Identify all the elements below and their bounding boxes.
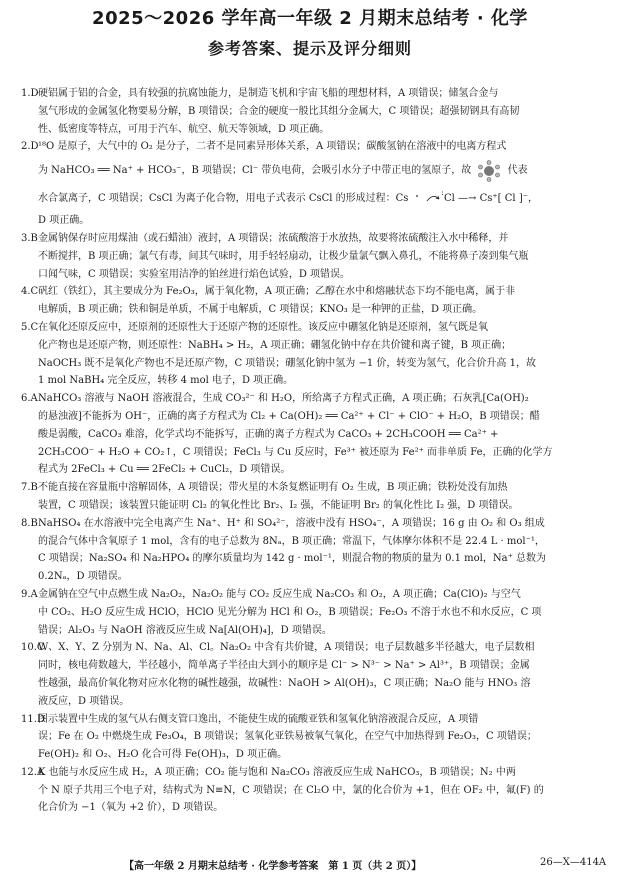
answer-line: 性、低密度等特点，可用于汽车、航空、航天等领域，D 项正确。 [38, 123, 330, 135]
answer-line: 金属钠在空气中点燃生成 Na₂O₂，Na₂O₂ 能与 CO₂ 反应生成 Na₂CO₃ 和 O₂，A 项正确；Ca(ClO)₂ 与空气 [38, 588, 521, 600]
answer-line: 酸是弱酸，CaCO₃ 难溶，化学式均不能拆写，正确的离子方程式为 CaCO₃ + 2CH₃COOH ══ Ca²⁺ + [38, 428, 499, 440]
answer-line [38, 156, 601, 186]
answer-item-12 [21, 764, 601, 817]
answer-line: W、X、Y、Z 分别为 N、Na、Al、Cl。Na₂O₂ 中含有共价键，A 项错误；电子层数越多半径越大，电子层数相 [38, 642, 535, 654]
answer-line: 硬铝属于铝的合金，具有较强的抗腐蚀能力，是制造飞机和宇宙飞船的理想材料，A 项错误；储氢合金与 [38, 88, 499, 99]
answer-line [38, 186, 601, 212]
footer-page-label: 【高一年级 2 月期末总结考 · 化学参考答案 第 1 页（共 2 页）】 [124, 861, 422, 872]
answer-line: NaHSO₄ 在水溶液中完全电离产生 Na⁺、H⁺ 和 SO₄²⁻，溶液中没有 HSO₄⁻，A 项错误；16 g 由 O₂ 和 O₃ 组成 [38, 517, 545, 529]
answer-number: 10.C [21, 642, 45, 654]
answer-line: 中 CO₂、H₂O 反应生成 HClO，HClO 见光分解为 HCl 和 O₂，B 项错误；Fe₂O₃ 不溶于水也不和水反应，C 项 [38, 606, 542, 618]
answer-number: 2.D [21, 141, 39, 153]
footer-exam-code: 26—X—414A [540, 857, 607, 868]
answer-number: 9.A [21, 588, 38, 600]
answer-line: Fe(OH)₂ 和 O₂、H₂O 化合可得 Fe(OH)₃，D 项正确。 [38, 749, 288, 761]
answer-line: 口闻气味，C 项错误；实验室用洁净的铂丝进行焰色试验，D 项错误。 [38, 268, 351, 280]
answer-number: 12.A [21, 766, 45, 778]
answer-item-2 [21, 138, 601, 230]
hydrated-chloride-ion-icon [474, 159, 504, 183]
answer-item-11 [21, 711, 601, 764]
answer-number: 6.A [21, 393, 38, 405]
answer-item-7 [21, 479, 601, 515]
answer-line: D 项正确。 [38, 215, 90, 227]
answer-line: 1 mol NaBH₄ 完全反应，转移 4 mol 电子，D 项正确。 [38, 375, 294, 387]
answer-line: 电解质，B 项正确；铁和铜是单质，不属于电解质，C 项错误；KNO₃ 是一种钾的正盐，D 项正确。 [38, 304, 483, 316]
chlorine-symbol: Cl [443, 193, 455, 205]
answer-number: 8.B [21, 517, 38, 529]
answer-number: 7.B [21, 482, 38, 494]
chloride-bracket-close: ]⁻， [518, 193, 538, 205]
answer-line: 的混合气体中含氧原子 1 mol，含有的电子总数为 8Nₐ，B 项正确；常温下，气体摩尔体积不是 22.4 L · mol⁻¹， [38, 535, 545, 547]
answer-line: 0.2Nₐ，D 项错误。 [38, 571, 128, 583]
answer-line: 氢气形成的金属氢化物要易分解，B 项错误；合金的硬度一般比其组分金属大，C 项错误；超强韧钢具有高韧 [38, 105, 520, 117]
answer-line: 金属钠保存时应用煤油（或石蜡油）液封，A 项错误；浓硫酸溶于水放热，故要将浓硫酸注入水中稀释，并 [38, 232, 509, 244]
electron-transfer-arrow-icon [425, 192, 441, 206]
answer-item-4 [21, 283, 601, 319]
answer-line: NaOCH₃ 既不是氧化产物也不是还原产物，C 项错误；硼氢化钠中氢为 −1 价，转变为氢气，化合价升高 1，故 [38, 357, 536, 369]
answer-line: K 也能与水反应生成 H₂，A 项正确；CO₂ 能与饱和 Na₂CO₃ 溶液反应生成 NaHCO₃，B 项错误；N₂ 中两 [38, 766, 516, 778]
answer-line-text: 水合氯离子，C 项错误；CsCl 为离子化合物，用电子式表示 CsCl 的形成过程：Cs [38, 193, 409, 205]
answer-item-8 [21, 515, 601, 586]
answer-line-text: 为 NaHCO₃ ══ Na⁺ + HCO₃⁻，B 项错误；Cl⁻ 带负电荷，会吸引水分子中带正电的氢原子，故 [38, 165, 472, 177]
answer-item-5 [21, 319, 601, 390]
answer-line: 2CH₃COO⁻ + H₂O + CO₂↑，C 项错误；FeCl₃ 与 Cu 反应时，Fe³⁺ 被还原为 Fe²⁺ 而非单质 Fe，正确的化学方 [38, 446, 553, 458]
answer-line: NaHCO₃ 溶液与 NaOH 溶液混合，生成 CO₃²⁻ 和 H₂O，所给离子方程式正确，A 项正确；石灰乳[Ca(OH)₂ [38, 393, 529, 405]
answer-item-1 [21, 85, 601, 138]
answer-number: 3.B [21, 232, 38, 244]
answer-line: 矾红（铁红），其主要成分为 Fe₂O₃，属于氧化物，A 项正确；乙醇在水中和熔融状态下均不能电离，属于非 [38, 286, 516, 298]
page-subtitle: 参考答案、提示及评分细则 [207, 39, 412, 58]
answer-line: 性越强，最高价氧化物对应水化物的碱性越强，故碱性：NaOH > Al(OH)₃，C 项正确；Na₂O 能与 HNO₃ 溶 [38, 677, 531, 689]
answer-line: 不断搅拌，B 项正确；氯气有毒，间其气味时，用手轻轻扇动，让极少量氯气飘入鼻孔，不能将鼻子凑到集气瓶 [38, 250, 529, 262]
answer-line: 在氧化还原反应中，还原剂的还原性大于还原产物的还原性。该反应中硼氢化钠是还原剂，氢气既是氧 [38, 321, 488, 333]
answer-item-3 [21, 230, 601, 283]
reaction-arrow-icon: —→ [458, 193, 477, 205]
cs-electron-dot-icon [412, 192, 422, 206]
answer-item-10 [21, 639, 601, 710]
answer-number: 1.D [21, 88, 39, 99]
answer-list [21, 85, 601, 817]
answer-item-6 [21, 390, 601, 479]
answer-line: 不能直接在容量瓶中溶解固体，A 项错误；带火星的木条复燃证明有 O₂ 生成，B 项正确；铁粉处没有加热 [38, 482, 508, 494]
answer-line: 程式为 2FeCl₃ + Cu ══ 2FeCl₂ + CuCl₂，D 项错误。 [38, 464, 291, 476]
answer-number: 4.C [21, 286, 39, 298]
answer-line: 液反应，D 项错误。 [38, 695, 130, 707]
answer-number: 11.D [21, 713, 45, 725]
answer-line: 图示装置中生成的氢气从右侧支管口逸出，不能使生成的硫酸亚铁和氢氧化钠溶液混合反应，A 项错 [38, 713, 479, 725]
answer-line: 个 N 原子共用三个电子对，结构式为 N≡N，C 项错误；在 Cl₂O 中，氯的化合价为 +1，但在 OF₂ 中，氟(F) 的 [38, 784, 544, 796]
answer-line: 化产物也是还原产物，则还原性：NaBH₄ > H₂，A 项正确；硼氢化钠中存在共价键和离子键，B 项正确； [38, 339, 512, 351]
answer-line: 错误；Al₂O₃ 与 NaOH 溶液反应生成 Na[Al(OH)₄]，D 项错误。 [38, 624, 332, 636]
answer-line-text: 代表 [507, 165, 528, 177]
answer-line: 化合价为 −1（氧为 +2 价），D 项错误。 [38, 802, 224, 814]
answer-line: C 项错误；Na₂SO₄ 和 Na₂HPO₄ 的摩尔质量均为 142 g · mol⁻¹，则混合物的物质的量为 0.1 mol，Na⁺ 总数为 [38, 553, 547, 565]
answer-number: 5.C [21, 321, 39, 333]
answer-item-9 [21, 586, 601, 639]
chloride-symbol: Cl [504, 193, 516, 205]
page-title: 2025～2026 学年高一年级 2 月期末总结考 · 化学 [92, 8, 528, 29]
answer-line: 同时，核电荷数越大，半径越小，简单离子半径由大到小的顺序是 Cl⁻ > N³⁻ > Na⁺ > Al³⁺，B 项错误；金属 [38, 660, 530, 672]
answer-line: 装置，C 项错误；该装置只能证明 Cl₂ 的氧化性比 Br₂、I₂ 强，不能证明 Br₂ 的氧化性比 I₂ 强，D 项错误。 [38, 499, 519, 511]
answer-line: 的悬浊液]不能拆为 OH⁻，正确的离子方程式为 Cl₂ + Ca(OH)₂ ══ Ca²⁺ + Cl⁻ + ClO⁻ + H₂O，B 项错误；醋 [38, 410, 540, 422]
answer-line: ¹⁸O 是原子，大气中的 O₂ 是分子，二者不是同素异形体关系，A 项错误；碳酸氢钠在溶液中的电离方程式 [38, 141, 507, 153]
cesium-ion-bracket: Cs⁺[ [479, 193, 502, 205]
answer-line: 误；Fe 在 O₂ 中燃烧生成 Fe₃O₄，B 项错误；氢氧化亚铁易被氧气氧化，在空气中加热得到 Fe₂O₃，C 项错误； [38, 731, 537, 743]
electron-dots: : [440, 188, 444, 198]
